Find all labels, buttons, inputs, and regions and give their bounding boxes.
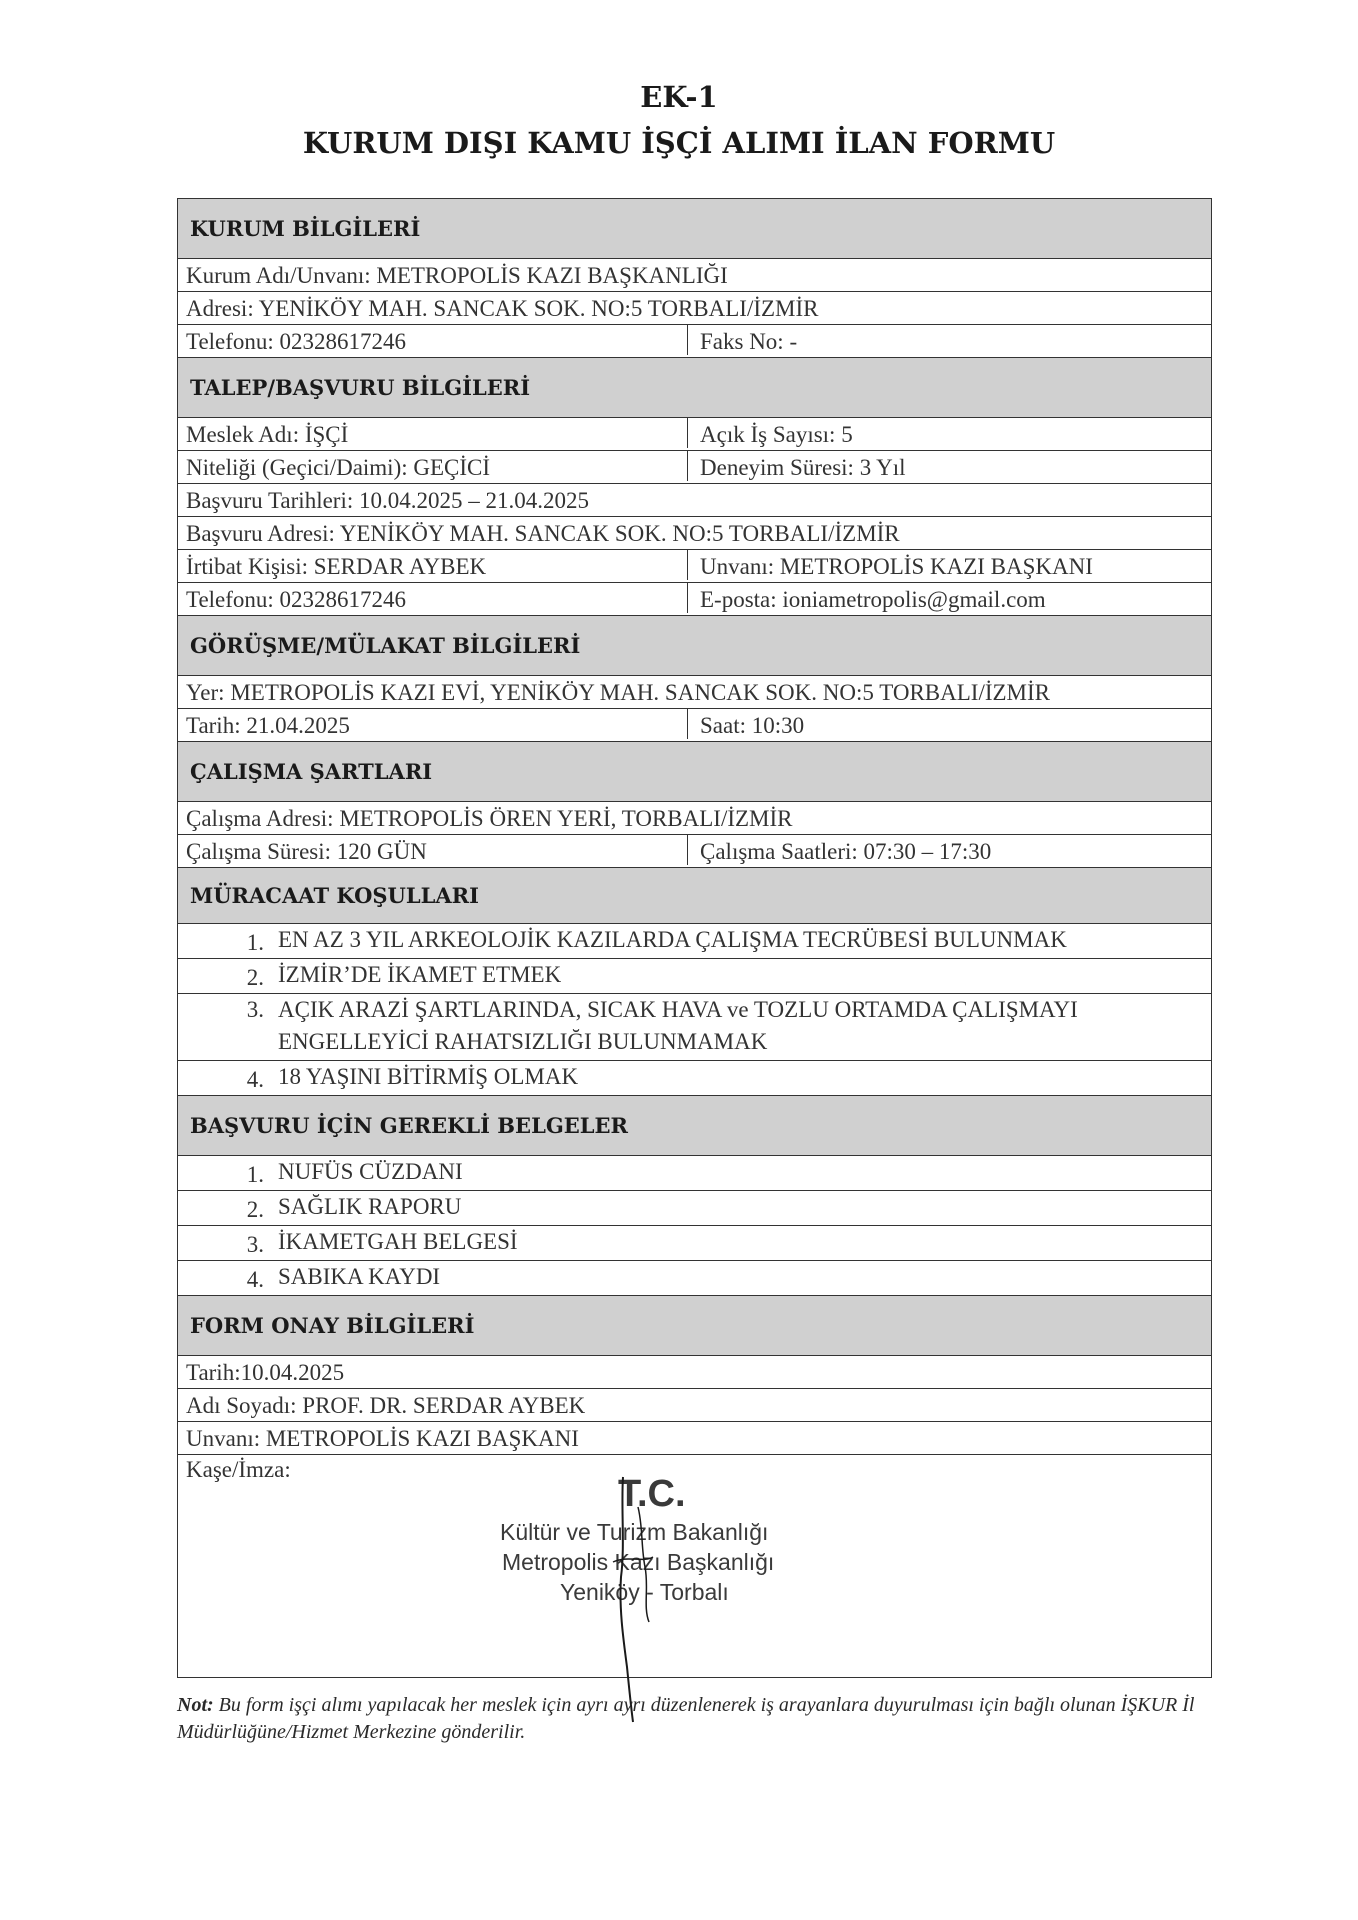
talep-telefon-row [178, 583, 1211, 616]
list-item-number: 1. [246, 1162, 264, 1187]
list-item [178, 1261, 1211, 1296]
stamp-line-1: Kültür ve Turizm Bakanlığı [500, 1519, 769, 1545]
signature-icon [583, 1467, 783, 1727]
list-item [178, 994, 1211, 1061]
list-item-number: 3. [246, 997, 264, 1022]
talep-tarihler-row [178, 484, 1211, 517]
footer-note [177, 1692, 1217, 1746]
calisma-suresi: Çalışma Süresi: 120 GÜN [178, 835, 688, 865]
form-title: KURUM DIŞI KAMU İŞÇİ ALIMI İLAN FORMU [302, 126, 1056, 160]
calisma-adres-row [178, 802, 1211, 835]
list-item-text: İKAMETGAH BELGESİ [278, 1229, 518, 1254]
nitelik: Niteliği (Geçici/Daimi): GEÇİCİ [178, 451, 688, 481]
note-label: Not: [177, 1694, 214, 1716]
list-item-number: 4. [246, 1267, 264, 1292]
calisma-saatleri: Çalışma Saatleri: 07:30 – 17:30 [700, 839, 992, 864]
meslek-adi: Meslek Adı: İŞÇİ [178, 418, 688, 448]
list-item-text: NUFÜS CÜZDANI [278, 1159, 463, 1184]
deneyim-suresi: Deneyim Süresi: 3 Yıl [700, 455, 906, 480]
kase-imza-label: Kaşe/İmza: [186, 1457, 291, 1482]
talep-nitelik-row [178, 451, 1211, 484]
section-heading-gorusme: GÖRÜŞME/MÜLAKAT BİLGİLERİ [178, 616, 1211, 676]
list-item [178, 959, 1211, 994]
list-item [178, 1226, 1211, 1261]
acik-is-sayisi: Açık İş Sayısı: 5 [700, 422, 853, 447]
belgeler-list [178, 1156, 1211, 1296]
kurum-adi: Kurum Adı/Unvanı: METROPOLİS KAZI BAŞKANLIĞI [186, 263, 728, 288]
form-annex-number: EK-1 [640, 80, 718, 114]
list-item [178, 1191, 1211, 1226]
gorusme-tarih: Tarih: 21.04.2025 [178, 709, 688, 739]
basvuru-adresi: Başvuru Adresi: YENİKÖY MAH. SANCAK SOK. NO:5 TORBALI/İZMİR [186, 521, 900, 546]
basvuru-tarihleri: Başvuru Tarihleri: 10.04.2025 – 21.04.2025 [186, 488, 589, 513]
list-item-number: 4. [246, 1067, 264, 1092]
talep-telefon: Telefonu: 02328617246 [178, 583, 688, 613]
list-item-text: SABIKA KAYDI [278, 1264, 441, 1289]
kurum-telefon-row [178, 325, 1211, 358]
talep-eposta: E-posta: ioniametropolis@gmail.com [700, 587, 1046, 612]
signature-area [178, 1455, 1211, 1678]
kurum-faks: Faks No: - [700, 329, 798, 354]
section-heading-onay: FORM ONAY BİLGİLERİ [178, 1296, 1211, 1356]
list-item-text: 18 YAŞINI BİTİRMİŞ OLMAK [278, 1064, 579, 1089]
stamp-line-2: Metropolis Kazı Başkanlığı [502, 1549, 775, 1575]
gorusme-saat: Saat: 10:30 [700, 713, 805, 738]
section-heading-kurum: KURUM BİLGİLERİ [178, 199, 1211, 259]
list-item-text: SAĞLIK RAPORU [278, 1194, 462, 1219]
list-item [178, 1061, 1211, 1096]
talep-meslek-row [178, 418, 1211, 451]
job-posting-form [177, 198, 1212, 1678]
calisma-sure-row [178, 835, 1211, 868]
talep-adres-row [178, 517, 1211, 550]
onay-adi-row [178, 1389, 1211, 1422]
kurum-telefon: Telefonu: 02328617246 [178, 325, 688, 355]
section-heading-talep: TALEP/BAŞVURU BİLGİLERİ [178, 358, 1211, 418]
onay-tarih: Tarih:10.04.2025 [186, 1360, 345, 1385]
calisma-adresi: Çalışma Adresi: METROPOLİS ÖREN YERİ, TORBALI/İZMİR [186, 806, 793, 831]
kurum-adres: Adresi: YENİKÖY MAH. SANCAK SOK. NO:5 TORBALI/İZMİR [186, 296, 819, 321]
section-heading-belgeler: BAŞVURU İÇİN GEREKLİ BELGELER [178, 1096, 1211, 1156]
onay-adi-soyadi: Adı Soyadı: PROF. DR. SERDAR AYBEK [186, 1393, 586, 1418]
irtibat-unvan: Unvanı: METROPOLİS KAZI BAŞKANI [700, 554, 1093, 579]
kurum-adi-row [178, 259, 1211, 292]
list-item-number: 1. [246, 930, 264, 955]
irtibat-kisisi: İrtibat Kişisi: SERDAR AYBEK [178, 550, 688, 580]
gorusme-tarih-row [178, 709, 1211, 742]
stamp-tc: T.C. [618, 1473, 686, 1515]
note-text: Bu form işçi alımı yapılacak her meslek için ayrı ayrı düzenlenerek iş arayanlara duyurulması için bağlı olunan İŞKUR İl Müdürlüğüne/Hizmet Merkezine gönderilir. [177, 1694, 1195, 1743]
stamp-line-3: Yeniköy - Torbalı [560, 1579, 729, 1605]
list-item-number: 2. [246, 1197, 264, 1222]
onay-unvan-row [178, 1422, 1211, 1455]
list-item [178, 924, 1211, 959]
talep-irtibat-row [178, 550, 1211, 583]
onay-unvan: Unvanı: METROPOLİS KAZI BAŞKANI [186, 1426, 579, 1451]
gorusme-yer-row [178, 676, 1211, 709]
muracaat-list [178, 924, 1211, 1096]
list-item [178, 1156, 1211, 1191]
onay-tarih-row [178, 1356, 1211, 1389]
list-item-text: AÇIK ARAZİ ŞARTLARINDA, SICAK HAVA ve TOZLU ORTAMDA ÇALIŞMAYI ENGELLEYİCİ RAHATSIZLIĞI BULUNMAMAK [278, 997, 1078, 1054]
section-heading-muracaat: MÜRACAAT KOŞULLARI [178, 868, 1211, 924]
kurum-adres-row [178, 292, 1211, 325]
list-item-text: EN AZ 3 YIL ARKEOLOJİK KAZILARDA ÇALIŞMA TECRÜBESİ BULUNMAK [278, 927, 1067, 952]
list-item-number: 3. [246, 1232, 264, 1257]
list-item-number: 2. [246, 965, 264, 990]
section-heading-calisma: ÇALIŞMA ŞARTLARI [178, 742, 1211, 802]
gorusme-yer: Yer: METROPOLİS KAZI EVİ, YENİKÖY MAH. SANCAK SOK. NO:5 TORBALI/İZMİR [186, 680, 1051, 705]
list-item-text: İZMİR’DE İKAMET ETMEK [278, 962, 562, 987]
